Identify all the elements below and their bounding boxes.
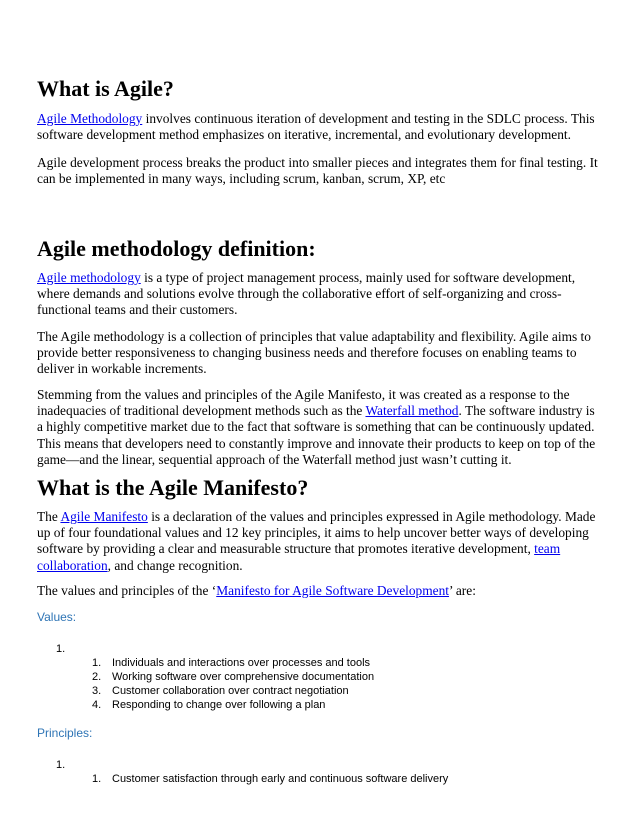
paragraph-stemming: Stemming from the values and principles of the Agile Manifesto, it was created as a response to the inadequacies of traditional development methods such as the Waterfall method. The software industry is a highly competitive market due to the fact that software is something that can be continuously updated. This means that developers need to constantly improve and innovate their products to keep on top of the game—and the linear, sequential approach of the Waterfall method just wasn’t cutting it. <box>37 387 596 467</box>
heading-what-is-agile: What is Agile? <box>37 76 174 101</box>
link-agile-manifesto[interactable]: Agile Manifesto <box>60 509 148 524</box>
link-manifesto-for-agile[interactable]: Manifesto for Agile Software Development <box>216 583 450 598</box>
principles-outer-number: 1. <box>56 759 66 771</box>
paragraph-agile-intro: Agile Methodology involves continuous iteration of development and testing in the SDLC process. This software development method emphasizes on iterative, incremental, and evolutionary development. <box>37 111 595 143</box>
paragraph-agile-process: Agile development process breaks the product into smaller pieces and integrates them for final testing. It can be implemented in many ways, including scrum, kanban, scrum, XP, etc <box>37 155 598 187</box>
paragraph-values-principles-intro: The values and principles of the ‘Manifesto for Agile Software Development’ are: <box>37 583 476 598</box>
link-team-collaboration[interactable]: team collaboration <box>37 541 561 573</box>
list-item: 1. Customer satisfaction through early and continuous software delivery <box>92 773 449 785</box>
list-item: 2. Working software over comprehensive documentation <box>92 671 375 683</box>
paragraph-collection-of-principles: The Agile methodology is a collection of principles that value adaptability and flexibility. Agile aims to provide better responsiveness to changing business needs and therefore focuses on enabling teams to deliver in workable increments. <box>37 329 591 377</box>
link-agile-methodology-2[interactable]: Agile methodology <box>37 270 141 285</box>
list-item: 4. Responding to change over following a plan <box>92 699 326 711</box>
list-item: 3. Customer collaboration over contract negotiation <box>92 685 349 697</box>
subheading-principles: Principles: <box>37 726 93 740</box>
paragraph-definition: Agile methodology is a type of project management process, mainly used for software development, where demands and solutions evolve through the collaborative effort of self-organizing and cross-functional teams and their customers. <box>37 270 576 318</box>
heading-agile-definition: Agile methodology definition: <box>37 236 316 261</box>
heading-agile-manifesto: What is the Agile Manifesto? <box>37 475 309 500</box>
paragraph-manifesto: The Agile Manifesto is a declaration of the values and principles expressed in Agile methodology. Made up of four foundational values and 12 key principles, it aims to help uncover better ways of developing software by providing a clear and measurable structure that promotes iterative development, team collaboration, and change recognition. <box>37 509 596 573</box>
link-waterfall-method[interactable]: Waterfall method <box>365 403 459 419</box>
subheading-values: Values: <box>37 610 77 624</box>
values-outer-number: 1. <box>56 643 66 655</box>
list-item: 1. Individuals and interactions over processes and tools <box>92 657 371 669</box>
link-agile-methodology[interactable]: Agile Methodology <box>37 111 143 126</box>
